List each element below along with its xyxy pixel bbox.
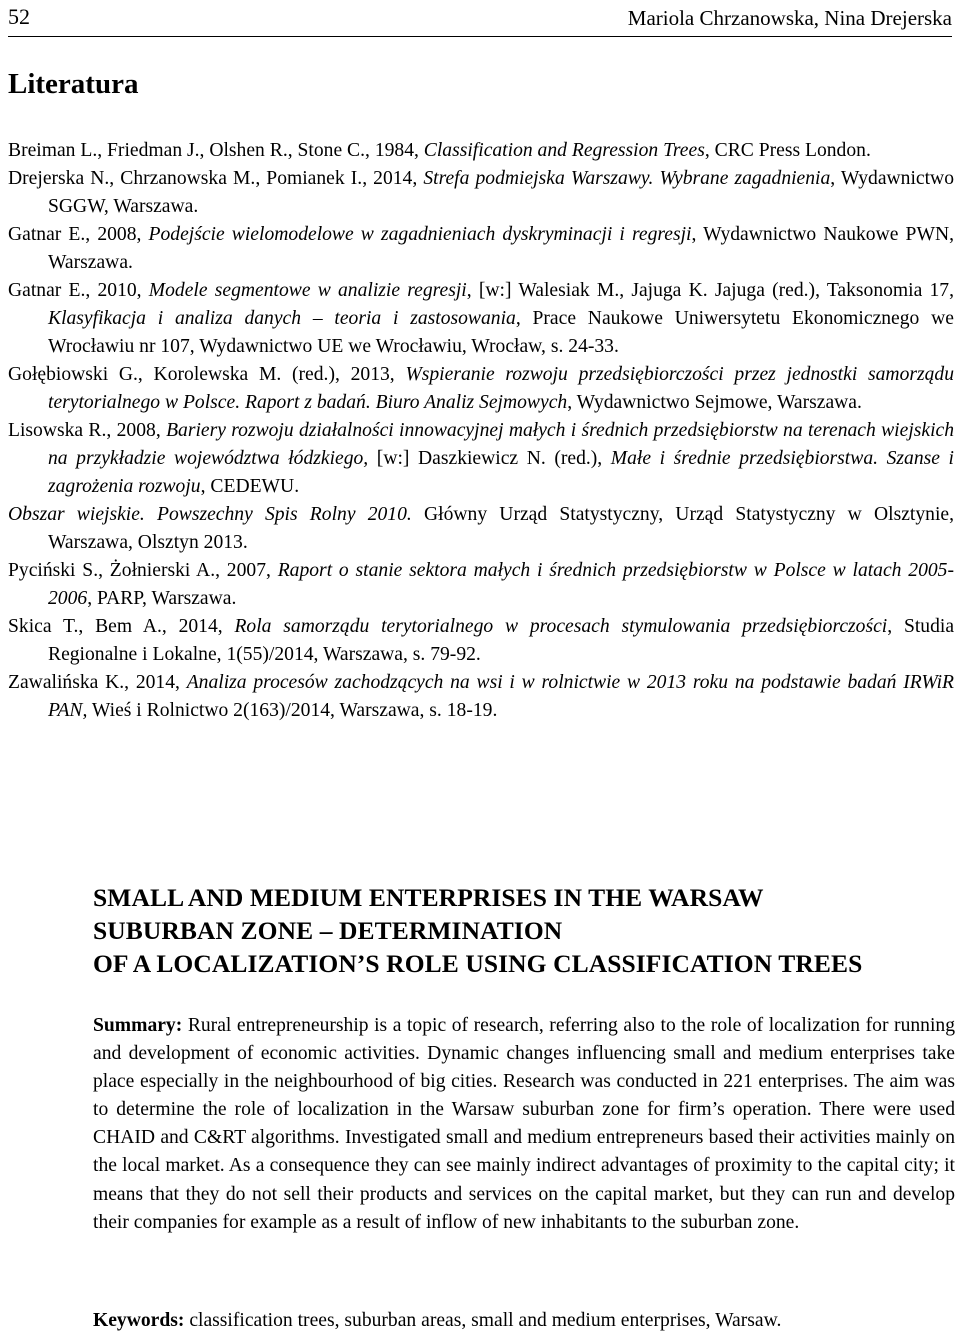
reference-authors: Gołębiowski G., Korolewska M. bbox=[8, 364, 282, 385]
english-title bbox=[93, 881, 862, 980]
reference-publisher: , Prace Naukowe Uniwersytetu Ekonomicznego we Wrocławiu nr 107, Wydawnictwo UE we Wrocławiu, Wrocław, s. 24-33. bbox=[48, 308, 954, 357]
reference-authors: Gatnar E. bbox=[8, 280, 86, 301]
reference-publisher: Główny Urząd Statystyczny, Urząd Statystyczny w Olsztynie, Warszawa, Olsztyn 2013. bbox=[48, 504, 954, 553]
reference-title: Wspieranie rozwoju przedsiębiorczości przez jednostki samorządu terytorialnego w Polsce. Raport z badań. Biuro Analiz Sejmowych bbox=[48, 364, 955, 413]
reference-authors: Skica T., Bem A. bbox=[8, 616, 162, 637]
summary-paragraph bbox=[93, 1012, 955, 1237]
reference-year: , 2008, bbox=[106, 420, 167, 441]
reference-title: Bariery rozwoju działalności innowacyjnej małych i średnich przedsiębiorstw na terenach wiejskich na przykładzie województwa łódzkiego, bbox=[48, 420, 955, 469]
reference-title: Podejście wielomodelowe w zagadnieniach dyskryminacji i regresji bbox=[148, 224, 692, 245]
reference-authors: Breiman L., Friedman J., Olshen R., Stone C. bbox=[8, 140, 366, 161]
reference-list bbox=[8, 137, 954, 725]
reference-title-secondary: Małe i średnie przedsiębiorstwa. Szanse i zagrożenia rozwoju bbox=[48, 448, 954, 497]
page-number: 52 bbox=[8, 4, 30, 29]
reference-title: Rola samorządu terytorialnego w procesach stymulowania przedsiębiorczości bbox=[234, 616, 888, 637]
reference-authors: Zawalińska K. bbox=[8, 672, 125, 693]
english-title-line: SMALL AND MEDIUM ENTERPRISES IN THE WARSAW bbox=[93, 883, 764, 912]
reference-year: , 2007, bbox=[215, 560, 278, 581]
reference-source: , [w:] Walesiak M., Jajuga K. Jajuga (red.), Taksonomia 17, bbox=[466, 280, 955, 301]
reference-authors: Pyciński S., Żołnierski A. bbox=[8, 560, 216, 581]
summary-text: Rural entrepreneurship is a topic of research, referring also to the role of localization for running and development of economic activities. Dynamic changes influencing small and medium enterprises take place especially in the neighbourhood of big cities. Research was conducted in 221 enterprises. The aim was to determine the role of localization in the Warsaw suburban zone for firm’s operation. There were used CHAID and C&RT algorithms. Investigated small and medium entrepreneurs based their activities mainly on the local market. As a consequence they can see mainly indirect advantages of proximity to the capital city; it means that they do not sell their products and services on the capital market, but they can run and develop their companies for example as a result of inflow of new inhabitants to the suburban zone. bbox=[93, 1015, 955, 1233]
reference-publisher: Wieś i Rolnictwo 2(163)/2014, Warszawa, s. 18-19. bbox=[87, 700, 498, 721]
reference-publisher: , Wydawnictwo SGGW, Warszawa. bbox=[48, 168, 955, 217]
keywords-line bbox=[93, 1307, 955, 1335]
reference-item bbox=[8, 501, 954, 557]
reference-year: , 2014, bbox=[124, 672, 187, 693]
reference-item bbox=[8, 165, 954, 221]
running-header-authors: Mariola Chrzanowska, Nina Drejerska bbox=[627, 6, 952, 30]
reference-item bbox=[8, 221, 954, 277]
reference-item bbox=[8, 361, 954, 417]
reference-publisher: , CEDEWU. bbox=[200, 476, 300, 497]
reference-year: , 2008, bbox=[85, 224, 149, 245]
reference-year: (red.), 2013, bbox=[281, 364, 406, 385]
reference-source: [w:] Daszkiewicz N. (red.), bbox=[368, 448, 611, 469]
english-title-line: SUBURBAN ZONE – DETERMINATION bbox=[93, 916, 563, 945]
keywords-label: Keywords: bbox=[93, 1310, 185, 1331]
reference-title: Obszar wiejskie. Powszechny Spis Rolny 2010. bbox=[8, 504, 412, 525]
reference-authors: Drejerska N., Chrzanowska M., Pomianek I. bbox=[8, 168, 363, 189]
reference-publisher: , PARP, Warszawa. bbox=[87, 588, 237, 609]
reference-year: , 2014, bbox=[161, 616, 235, 637]
reference-publisher: , Studia Regionalne i Lokalne, 1(55)/2014, Warszawa, s. 79-92. bbox=[48, 616, 955, 665]
reference-item bbox=[8, 137, 954, 165]
reference-year: , 1984, bbox=[365, 140, 424, 161]
reference-item bbox=[8, 613, 954, 669]
reference-title: Modele segmentowe w analizie regresji bbox=[148, 280, 467, 301]
reference-item bbox=[8, 277, 954, 361]
reference-year: , 2014, bbox=[362, 168, 424, 189]
reference-publisher: , Wydawnictwo Naukowe PWN, Warszawa. bbox=[48, 224, 954, 273]
reference-item bbox=[8, 417, 954, 501]
reference-authors: Gatnar E. bbox=[8, 224, 86, 245]
reference-title: Strefa podmiejska Warszawy. Wybrane zagadnienia bbox=[423, 168, 831, 189]
reference-title: Classification and Regression Trees bbox=[423, 140, 705, 161]
literature-heading: Literatura bbox=[8, 68, 139, 100]
reference-publisher: , Wydawnictwo Sejmowe, Warszawa. bbox=[567, 392, 862, 413]
summary-label: Summary: bbox=[93, 1015, 183, 1036]
reference-item bbox=[8, 669, 954, 725]
reference-authors: Lisowska R. bbox=[8, 420, 107, 441]
keywords-text: classification trees, suburban areas, small and medium enterprises, Warsaw. bbox=[184, 1310, 782, 1331]
reference-title-secondary: Klasyfikacja i analiza danych – teoria i zastosowania bbox=[48, 308, 516, 329]
reference-year: , 2010, bbox=[85, 280, 149, 301]
reference-item bbox=[8, 557, 954, 613]
reference-title: Analiza procesów zachodzących na wsi i w rolnictwie w 2013 roku na podstawie badań IRWiR PAN, bbox=[48, 672, 955, 721]
reference-publisher: , CRC Press London. bbox=[704, 140, 871, 161]
running-header bbox=[8, 0, 952, 37]
reference-title: Raport o stanie sektora małych i średnich przedsiębiorstw w Polsce w latach 2005-2006 bbox=[48, 560, 954, 609]
english-title-line: OF A LOCALIZATION’S ROLE USING CLASSIFICATION TREES bbox=[93, 949, 863, 978]
